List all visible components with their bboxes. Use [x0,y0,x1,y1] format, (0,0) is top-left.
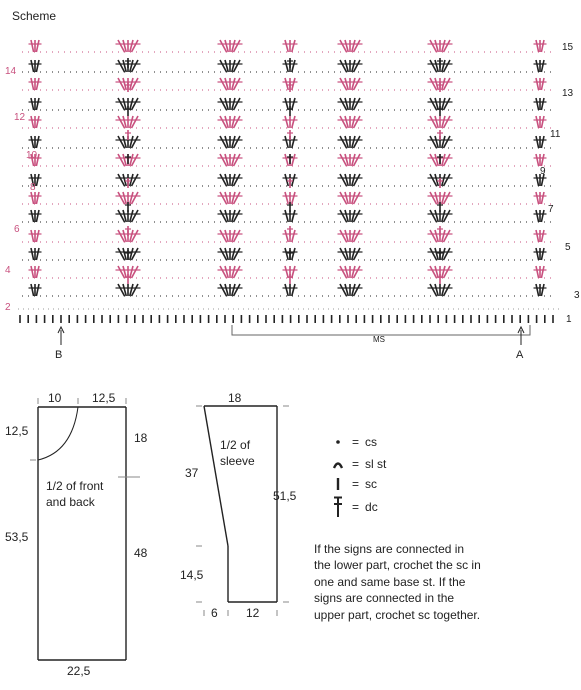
body-piece-outline [38,407,126,660]
body-piece-label: 1/2 of front and back [46,479,104,509]
scheme-title: Scheme [12,9,57,23]
marker-a: A [516,349,524,361]
row-label-15: 15 [562,42,574,53]
body-top-right-dim: 12,5 [92,391,116,405]
row-label-11: 11 [550,129,561,140]
row-label-12: 12 [14,112,26,123]
row-label-8: 8 [30,182,36,193]
sleeve-upper-left-dim: 37 [185,466,199,480]
sleeve-bottom-right-dim: 12 [246,606,260,620]
body-bottom-dim: 22,5 [67,664,91,678]
body-right-lower-dim: 48 [134,546,148,560]
arc-icon [330,459,346,469]
sleeve-lower-left-dim: 14,5 [180,568,204,582]
legend-dc-label: dc [365,500,378,514]
legend-cs-label: cs [365,435,378,449]
row-label-13: 13 [562,88,574,99]
legend-sc-label: sc [365,477,378,491]
sleeve-right-dim: 51,5 [273,489,297,503]
body-dimension-ticks [30,398,140,477]
legend-sl-st-label: sl st [365,457,387,471]
marker-ms: MS [373,335,385,344]
body-right-upper-dim: 18 [134,431,148,445]
instruction-note: If the signs are connected in the lower part, crochet the sc in one and same base st. If the signs are connected in the upper part, crochet sc together. [314,542,481,622]
row-label-7: 7 [548,204,554,215]
row-label-6: 6 [14,224,20,235]
cross-icon [330,496,346,518]
row-label-9: 9 [540,166,546,177]
body-neck-depth-dim: 12,5 [5,424,29,438]
row-label-3: 3 [574,290,580,301]
row-label-2: 2 [5,302,11,313]
row-label-1: 1 [566,314,572,325]
bar-icon [330,477,346,491]
row-label-4: 4 [5,265,11,276]
body-top-left-dim: 10 [48,391,62,405]
legend-item-cs: = cs [330,432,377,452]
row-label-14: 14 [5,66,17,77]
body-left-total-dim: 53,5 [5,530,29,544]
row-label-5: 5 [565,242,571,253]
legend-item-sl-st: = sl st [330,454,386,474]
sleeve-piece-label: 1/2 of sleeve [220,438,255,468]
sleeve-top-dim: 18 [228,391,242,405]
row-label-10: 10 [26,150,38,161]
sleeve-bottom-left-dim: 6 [211,606,218,620]
legend-item-sc: = sc [330,474,377,494]
marker-b: B [55,349,63,361]
sleeve-piece-outline [204,406,277,602]
legend-item-dc: = dc [330,497,378,517]
dot-icon [330,438,346,446]
